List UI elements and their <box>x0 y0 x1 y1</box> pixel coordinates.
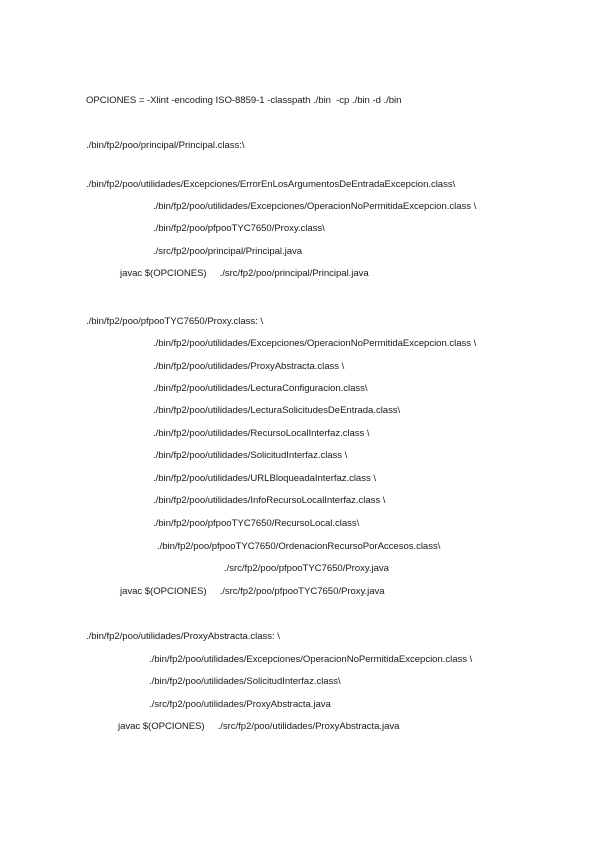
rule2-command: javac $(OPCIONES) ./src/fp2/poo/pfpooTYC7650/Proxy.java <box>120 586 385 597</box>
rule2-dep: ./bin/fp2/poo/utilidades/URLBloqueadaInterfaz.class \ <box>153 473 376 484</box>
rule1-command: javac $(OPCIONES) ./src/fp2/poo/principal/Principal.java <box>120 268 369 279</box>
rule1-dep: ./bin/fp2/poo/pfpooTYC7650/Proxy.class\ <box>153 223 325 234</box>
rule1-target: ./bin/fp2/poo/principal/Principal.class:\ <box>86 140 245 151</box>
options-line: OPCIONES = -Xlint -encoding ISO-8859-1 -classpath ./bin -cp ./bin -d ./bin <box>86 95 402 106</box>
rule3-command: javac $(OPCIONES) ./src/fp2/poo/utilidades/ProxyAbstracta.java <box>118 721 400 732</box>
rule1-dep: ./bin/fp2/poo/utilidades/Excepciones/ErrorEnLosArgumentosDeEntradaExcepcion.class\ <box>86 179 456 190</box>
rule3-target: ./bin/fp2/poo/utilidades/ProxyAbstracta.class: \ <box>86 631 280 642</box>
rule3-dep: ./bin/fp2/poo/utilidades/SolicitudInterfaz.class\ <box>149 676 341 687</box>
rule2-dep: ./bin/fp2/poo/utilidades/RecursoLocalInterfaz.class \ <box>153 428 370 439</box>
rule2-target: ./bin/fp2/poo/pfpooTYC7650/Proxy.class: \ <box>86 316 263 327</box>
rule2-dep: ./bin/fp2/poo/utilidades/ProxyAbstracta.class \ <box>153 361 345 372</box>
rule2-dep: ./src/fp2/poo/pfpooTYC7650/Proxy.java <box>224 563 389 574</box>
rule2-dep: ./bin/fp2/poo/utilidades/InfoRecursoLocalInterfaz.class \ <box>153 495 386 506</box>
rule2-dep: ./bin/fp2/poo/pfpooTYC7650/RecursoLocal.class\ <box>153 518 360 529</box>
rule2-dep: ./bin/fp2/poo/utilidades/Excepciones/OperacionNoPermitidaExcepcion.class \ <box>153 338 477 349</box>
rule1-dep: ./src/fp2/poo/principal/Principal.java <box>153 246 303 257</box>
rule3-dep: ./bin/fp2/poo/utilidades/Excepciones/OperacionNoPermitidaExcepcion.class \ <box>149 654 473 665</box>
rule2-dep: ./bin/fp2/poo/utilidades/LecturaSolicitudesDeEntrada.class\ <box>153 405 401 416</box>
rule2-dep: ./bin/fp2/poo/pfpooTYC7650/OrdenacionRecursoPorAccesos.class\ <box>157 541 441 552</box>
rule2-dep: ./bin/fp2/poo/utilidades/LecturaConfiguracion.class\ <box>153 383 368 394</box>
rule1-dep: ./bin/fp2/poo/utilidades/Excepciones/OperacionNoPermitidaExcepcion.class \ <box>153 201 477 212</box>
rule2-dep: ./bin/fp2/poo/utilidades/SolicitudInterfaz.class \ <box>153 450 348 461</box>
rule3-dep: ./src/fp2/poo/utilidades/ProxyAbstracta.java <box>149 699 331 710</box>
